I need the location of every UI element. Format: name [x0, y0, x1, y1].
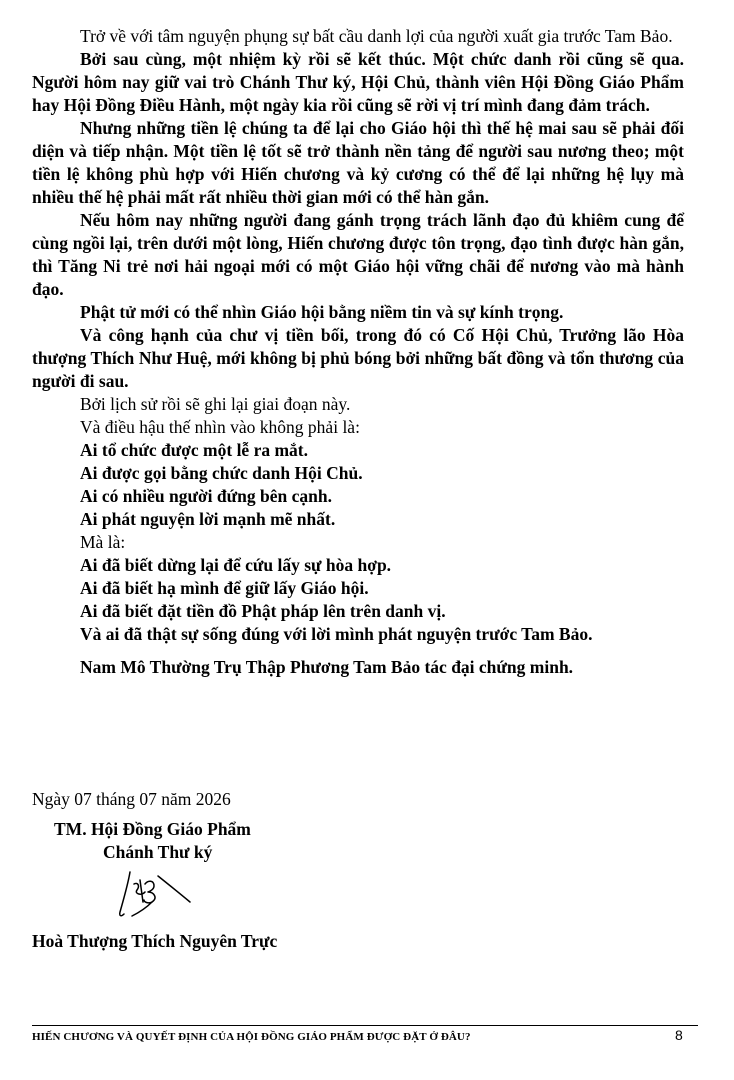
signer-role: Chánh Thư ký [103, 842, 213, 862]
paragraph-4: Nếu hôm nay những người đang gánh trọng trách lãnh đạo đủ khiêm cung để cùng ngồi lại, trên dưới một lòng, Hiến chương được tôn trọng, đạo tình được hàn gắn, thì Tăng Ni trẻ nơi hải ngoại mới có một Giáo hội vững chãi để nương vào mà hành đạo. [32, 210, 684, 299]
page-number: 8 [675, 1027, 683, 1043]
footer-divider [32, 1025, 698, 1026]
document-date: Ngày 07 tháng 07 năm 2026 [32, 789, 231, 809]
paragraph-13: Mà là: [80, 532, 126, 552]
list-item: Ai được gọi bằng chức danh Hội Chủ. [80, 463, 363, 483]
paragraph-3: Nhưng những tiền lệ chúng ta để lại cho Giáo hội thì thế hệ mai sau sẽ phải đối diện và tiếp nhận. Một tiền lệ tốt sẽ trở thành nền tảng để người sau nương theo; một tiền lệ không phù hợp với Hiến chương và kỷ cương có thể để lại những hệ lụy mà nhiều thế hệ phải mất rất nhiều thời gian mới có thể hàn gắn. [32, 118, 684, 207]
footer-title: HIẾN CHƯƠNG VÀ QUYẾT ĐỊNH CỦA HỘI ĐỒNG GIÁO PHẨM ĐƯỢC ĐẶT Ở ĐÂU? [32, 1031, 471, 1043]
list-item: Và ai đã thật sự sống đúng với lời mình phát nguyện trước Tam Bảo. [80, 624, 593, 644]
paragraph-1: Trở về với tâm nguyện phụng sự bất cầu danh lợi của người xuất gia trước Tam Bảo. [80, 26, 673, 46]
list-item: Ai đã biết dừng lại để cứu lấy sự hòa hợp. [80, 555, 392, 575]
document-body [32, 25, 684, 679]
list-item: Ai đã biết hạ mình để giữ lấy Giáo hội. [80, 578, 369, 598]
paragraph-7: Bởi lịch sử rồi sẽ ghi lại giai đoạn này. [80, 394, 351, 414]
paragraph-2: Bởi sau cùng, một nhiệm kỳ rồi sẽ kết thúc. Một chức danh rồi cũng sẽ qua. Người hôm nay giữ vai trò Chánh Thư ký, Hội Chủ, thành viên Hội Đồng Giáo Phẩm hay Hội Đồng Điều Hành, một ngày kia rồi cũng sẽ rời vị trí mình đang đảm trách. [32, 49, 684, 115]
handwritten-signature [112, 862, 208, 924]
paragraph-6: Và công hạnh của chư vị tiền bối, trong đó có Cố Hội Chủ, Trưởng lão Hòa thượng Thích Như Huệ, mới không bị phủ bóng bởi những bất đồng và tổn thương của người đi sau. [32, 325, 684, 391]
list-item: Ai đã biết đặt tiền đồ Phật pháp lên trên danh vị. [80, 601, 446, 621]
closing-invocation: Nam Mô Thường Trụ Thập Phương Tam Bảo tác đại chứng minh. [80, 657, 574, 677]
list-item: Ai có nhiều người đứng bên cạnh. [80, 486, 332, 506]
signer-name: Hoà Thượng Thích Nguyên Trực [32, 931, 278, 951]
paragraph-8: Và điều hậu thế nhìn vào không phải là: [80, 417, 360, 437]
list-item: Ai phát nguyện lời mạnh mẽ nhất. [80, 509, 336, 529]
paragraph-5: Phật tử mới có thể nhìn Giáo hội bằng niềm tin và sự kính trọng. [80, 302, 564, 322]
list-item: Ai tổ chức được một lễ ra mắt. [80, 440, 308, 460]
signing-organization: TM. Hội Đồng Giáo Phẩm [54, 819, 251, 839]
